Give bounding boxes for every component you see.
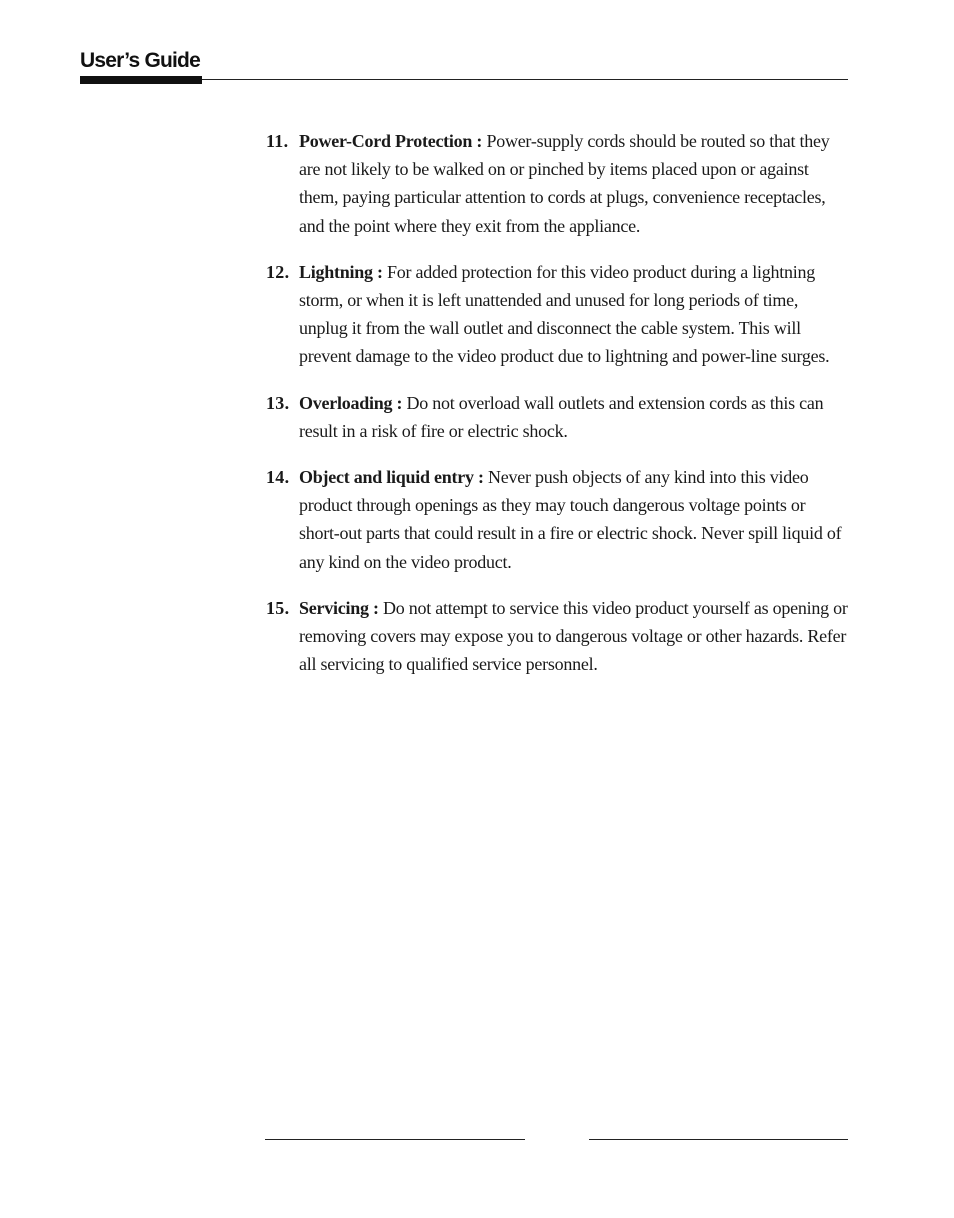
item-description: For added protection for this video product during a lightning storm, or when it is left unattended and unused for long periods of time, unplug it from the wall outlet and disconnect the cable system. This will prevent damage to the video product due to lightning and power-line surges.: [299, 261, 830, 367]
header-accent-bar: [80, 76, 202, 84]
instruction-item-13: [266, 389, 850, 445]
instruction-item-15: [266, 594, 850, 679]
item-body: [299, 127, 850, 240]
item-title: Servicing :: [299, 597, 379, 618]
item-number: 15.: [266, 597, 290, 618]
item-body: [299, 258, 850, 371]
safety-instructions-list: [266, 127, 850, 696]
item-description: Do not attempt to service this video product yourself as opening or removing covers may expose you to dangerous voltage or other hazards. Refer all servicing to qualified service personnel.: [299, 597, 848, 675]
item-number: 14.: [266, 467, 290, 488]
item-title: Overloading :: [299, 392, 403, 413]
item-number: 12.: [266, 261, 290, 282]
item-description: Never push objects of any kind into this video product through openings as they may touch dangerous voltage points or short-out parts that could result in a fire or electric shock. Never spill liquid of any kind on the video product.: [299, 467, 842, 572]
item-number: 11.: [266, 131, 289, 151]
item-title: Object and liquid entry :: [299, 467, 484, 488]
item-title: Power-Cord Protection :: [299, 131, 483, 151]
instruction-item-11: [266, 127, 850, 240]
footer-divider-left: [265, 1139, 525, 1140]
footer-divider-right: [589, 1139, 848, 1140]
instruction-item-14: [266, 463, 850, 576]
item-title: Lightning :: [299, 261, 383, 282]
item-body: [299, 463, 850, 576]
page-header-title: User’s Guide: [80, 49, 200, 72]
item-description: Do not overload wall outlets and extension cords as this can result in a risk of fire or electric shock.: [299, 392, 824, 441]
item-body: [299, 594, 850, 679]
item-body: [299, 389, 850, 445]
item-description: Power-supply cords should be routed so that they are not likely to be walked on or pinched by items placed upon or against them, paying particular attention to cords at plugs, convenience receptacles, and the point where they exit from the appliance.: [299, 131, 830, 236]
instruction-item-12: [266, 258, 850, 371]
item-number: 13.: [266, 392, 290, 413]
